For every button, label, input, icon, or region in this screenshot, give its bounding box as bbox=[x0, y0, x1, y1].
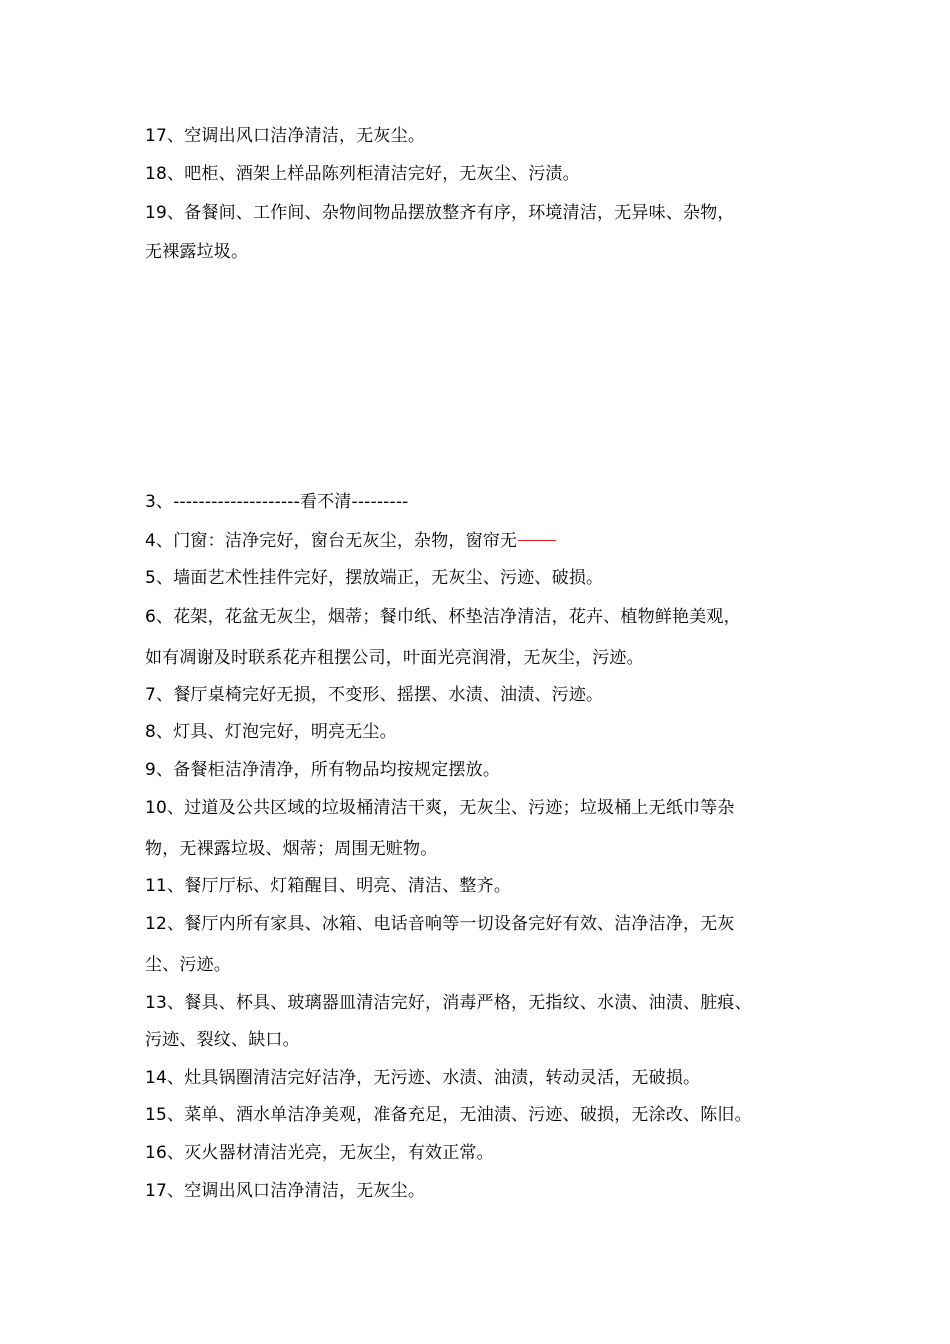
item-7: 7、餐厅桌椅完好无损，不变形、摇摆、水渍、油渍、污迹。 bbox=[145, 685, 604, 705]
item-6-continued: 如有凋谢及时联系花卉租摆公司，叶面光亮润滑，无灰尘，污迹。 bbox=[145, 648, 644, 668]
item-6: 6、花架，花盆无灰尘，烟蒂；餐巾纸、杯垫洁净清洁，花卉、植物鲜艳美观， bbox=[145, 607, 741, 627]
item-10-continued: 物，无裸露垃圾、烟蒂；周围无赃物。 bbox=[145, 839, 438, 859]
item-14: 14、灶具锅圈清洁完好洁净，无污迹、水渍、油渍，转动灵活，无破损。 bbox=[145, 1068, 701, 1088]
item-3: 3、--------------------看不清--------- bbox=[145, 492, 409, 512]
item-11: 11、餐厅厅标、灯箱醒目、明亮、清洁、整齐。 bbox=[145, 876, 512, 896]
red-dash-mark bbox=[518, 540, 556, 541]
item-13: 13、餐具、杯具、玻璃器皿清洁完好，消毒严格，无指纹、水渍、油渍、脏痕、 bbox=[145, 993, 752, 1013]
item-18: 18、吧柜、酒架上样品陈列柜清洁完好，无灰尘、污渍。 bbox=[145, 164, 580, 184]
item-9: 9、备餐柜洁净清净，所有物品均按规定摆放。 bbox=[145, 760, 501, 780]
item-17-bottom: 17、空调出风口洁净清洁，无灰尘。 bbox=[145, 1181, 426, 1201]
item-19-continued: 无裸露垃圾。 bbox=[145, 242, 249, 262]
item-4-text: 4、门窗：洁净完好，窗台无灰尘，杂物，窗帘无 bbox=[145, 531, 518, 551]
item-12: 12、餐厅内所有家具、冰箱、电话音响等一切设备完好有效、洁净洁净，无灰 bbox=[145, 914, 735, 934]
item-8: 8、灯具、灯泡完好，明亮无尘。 bbox=[145, 722, 397, 742]
item-5: 5、墙面艺术性挂件完好，摆放端正，无灰尘、污迹、破损。 bbox=[145, 568, 604, 588]
item-17-top: 17、空调出风口洁净清洁，无灰尘。 bbox=[145, 126, 426, 146]
item-10: 10、过道及公共区域的垃圾桶清洁干爽，无灰尘、污迹；垃圾桶上无纸巾等杂 bbox=[145, 798, 735, 818]
item-16: 16、灭火器材清洁光亮，无灰尘，有效正常。 bbox=[145, 1143, 494, 1163]
item-15: 15、菜单、酒水单洁净美观，准备充足，无油渍、污迹、破损，无涂改、陈旧。 bbox=[145, 1105, 752, 1125]
item-13-continued: 污迹、裂纹、缺口。 bbox=[145, 1030, 300, 1050]
item-4 bbox=[145, 531, 835, 551]
item-12-continued: 尘、污迹。 bbox=[145, 955, 231, 975]
item-19: 19、备餐间、工作间、杂物间物品摆放整齐有序，环境清洁，无异味、杂物， bbox=[145, 203, 735, 223]
